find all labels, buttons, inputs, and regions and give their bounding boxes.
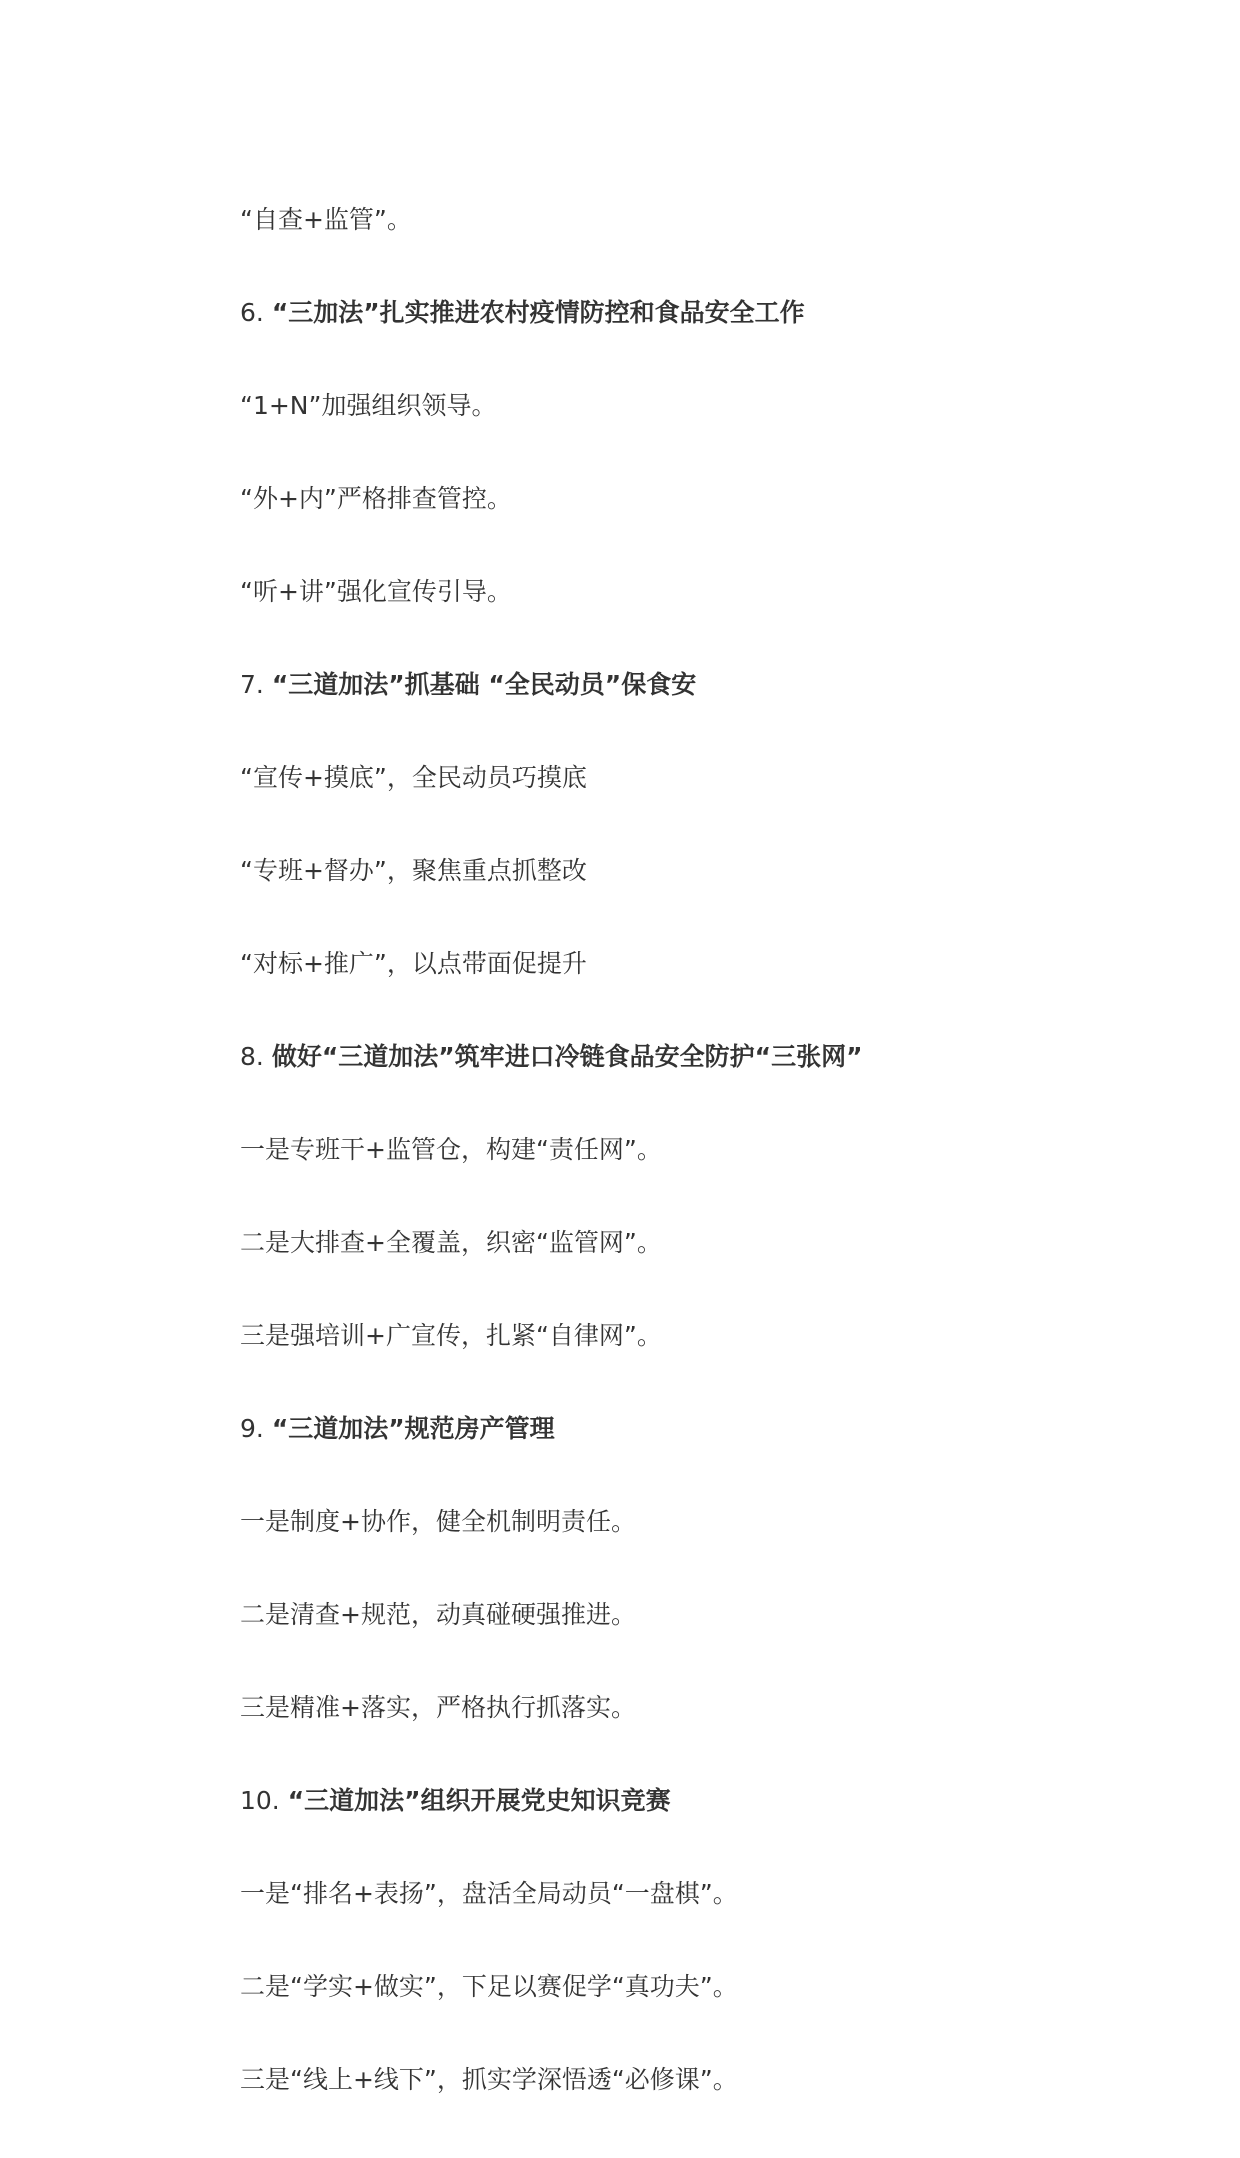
paragraph: “听+讲”强化宣传引导。 (240, 577, 512, 606)
heading-title: “三道加法”抓基础 “全民动员”保食安 (271, 670, 697, 699)
paragraph: 一是制度+协作，健全机制明责任。 (240, 1507, 636, 1536)
heading-title: 做好“三道加法”筑牢进口冷链食品安全防护“三张网” (271, 1042, 863, 1071)
heading-title: “三道加法”规范房产管理 (271, 1414, 555, 1443)
paragraph: 二是清查+规范，动真碰硬强推进。 (240, 1600, 636, 1629)
paragraph: 三是强培训+广宣传，扎紧“自律网”。 (240, 1321, 662, 1350)
paragraph: 一是专班干+监管仓，构建“责任网”。 (240, 1135, 662, 1164)
paragraph: “对标+推广”，以点带面促提升 (240, 949, 587, 978)
section-heading-9 (240, 1414, 1080, 1482)
heading-number: 6. (240, 298, 264, 327)
heading-number: 9. (240, 1414, 264, 1443)
paragraph: 三是精准+落实，严格执行抓落实。 (240, 1693, 636, 1722)
paragraph: “外+内”严格排查管控。 (240, 484, 512, 513)
section-heading-8 (240, 1042, 1080, 1110)
paragraph: “1+N”加强组织领导。 (240, 391, 497, 420)
section-heading-6 (240, 298, 1080, 366)
paragraph: “专班+督办”，聚焦重点抓整改 (240, 856, 587, 885)
paragraph: 三是“线上+线下”，抓实学深悟透“必修课”。 (240, 2065, 738, 2094)
paragraph: 一是“排名+表扬”，盘活全局动员“一盘棋”。 (240, 1879, 738, 1908)
paragraph: “自查+监管”。 (240, 205, 412, 234)
section-heading-7 (240, 670, 1080, 738)
document-page (240, 180, 1080, 2158)
paragraph: 二是大排查+全覆盖，织密“监管网”。 (240, 1228, 662, 1257)
heading-title: “三道加法”组织开展党史知识竞赛 (287, 1786, 671, 1815)
paragraph: “宣传+摸底”，全民动员巧摸底 (240, 763, 587, 792)
heading-number: 7. (240, 670, 264, 699)
heading-title: “三加法”扎实推进农村疫情防控和食品安全工作 (271, 298, 805, 327)
heading-number: 8. (240, 1042, 264, 1071)
heading-number: 10. (240, 1786, 280, 1815)
paragraph: 二是“学实+做实”，下足以赛促学“真功夫”。 (240, 1972, 738, 2001)
section-heading-10 (240, 1786, 1080, 1854)
